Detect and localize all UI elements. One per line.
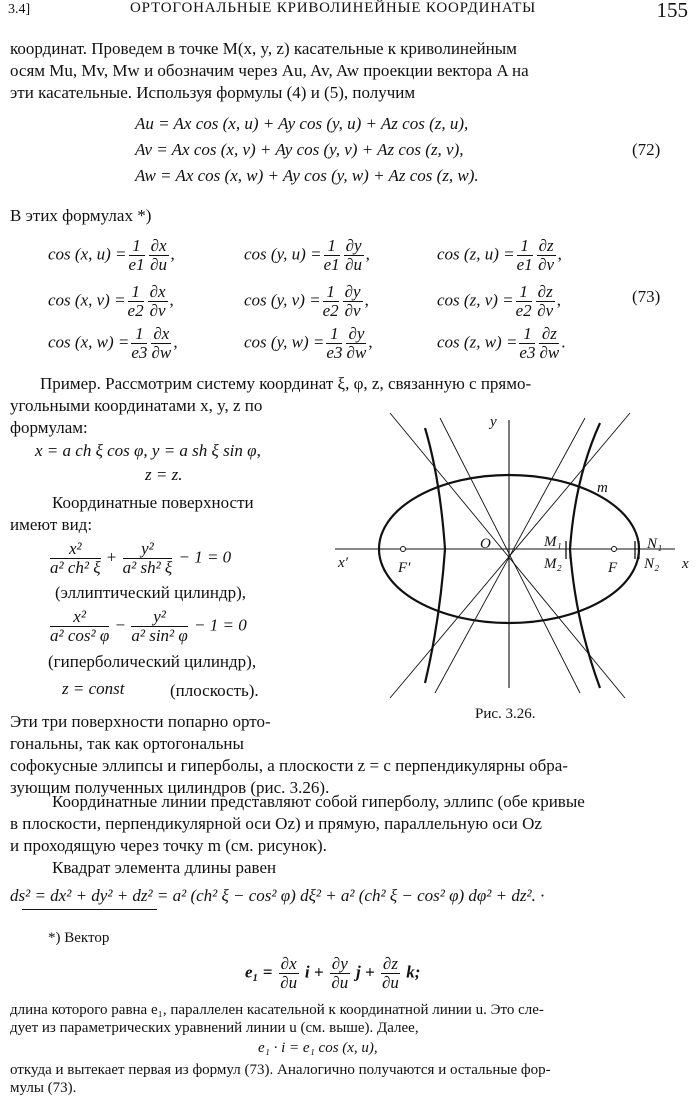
eq73-cell: cos (y, w) = $\frac{1}{e3}$ $\frac{\partial y}{\partial w}$ , xyxy=(244,324,373,362)
plane-label: (плоскость). xyxy=(170,681,259,700)
ellipse-equation: $\frac{\text{x²}}{\text{a² ch² ξ}}$ + $\frac{\text{y²}}{\text{a² sh² ξ}}$ − 1 = 0 xyxy=(50,539,232,577)
eq73-derivative: $\frac{\partial x}{\partial v}$ xyxy=(149,282,166,320)
hyperbola-right-branch xyxy=(570,423,600,688)
eq73-coeff: $\frac{1}{e2}$ xyxy=(127,282,144,320)
para1-line3: эти касательные. Используя формулы (4) и (5), получим xyxy=(10,83,416,102)
eq73-derivative: $\frac{\partial x}{\partial w}$ xyxy=(151,324,172,362)
eq72-row1: Au = Ax cos (x, u) + Ay cos (y, u) + Az cos (z, u), xyxy=(135,114,469,133)
example-line3: формулам: xyxy=(10,418,88,437)
asymptote-line-4 xyxy=(435,418,585,693)
plane-equation: z = const xyxy=(62,679,125,698)
eq73-cell: cos (y, v) = $\frac{1}{e2}$ $\frac{\partial y}{\partial v}$ , xyxy=(244,282,369,320)
eq73-lhs: cos (x, w) = xyxy=(48,332,130,352)
label-m: m xyxy=(597,480,608,496)
footnote-rule xyxy=(22,909,157,910)
eq73-derivative: $\frac{\partial z}{\partial v}$ xyxy=(538,236,555,274)
eq73-derivative: $\frac{\partial z}{\partial v}$ xyxy=(537,282,554,320)
eq73-coeff: $\frac{1}{e2}$ xyxy=(515,282,532,320)
eq73-lhs: cos (y, w) = xyxy=(244,332,325,352)
footnote-text3: откуда и вытекает первая из формул (73). Аналогично получаются и остальные фор- xyxy=(10,1062,551,1078)
ortho-line3: софокусные эллипсы и гиперболы, а плоскости z = c перпендикулярны обра- xyxy=(10,756,568,775)
eq72-number: (72) xyxy=(632,140,661,159)
footnote-text2: дует из параметрических уравнений линии u (см. выше). Далее, xyxy=(10,1020,419,1036)
eq73-coeff: $\frac{1}{e3}$ xyxy=(326,324,343,362)
in-formulas-line: В этих формулах *) xyxy=(10,206,152,225)
eq73-derivative: $\frac{\partial y}{\partial v}$ xyxy=(344,282,361,320)
example-line1: Пример. Рассмотрим систему координат ξ, φ, z, связанную с прямо- xyxy=(40,374,532,393)
coord-lines-line1: Координатные линии представляют собой гиперболу, эллипс (обе кривые xyxy=(52,792,585,811)
eq73-cell: cos (z, v) = $\frac{1}{e2}$ $\frac{\partial z}{\partial v}$ , xyxy=(437,282,561,320)
para1-line1: координат. Проведем в точке M(x, y, z) касательные к криволинейным xyxy=(10,39,517,58)
label-M2: M₂ xyxy=(544,556,562,572)
eq73-cell: cos (x, w) = $\frac{1}{e3}$ $\frac{\partial x}{\partial w}$ , xyxy=(48,324,178,362)
page-number: 155 xyxy=(656,0,688,22)
figure-3-26 xyxy=(330,408,700,708)
eq73-coeff: $\frac{1}{e3}$ xyxy=(131,324,148,362)
eq73-lhs: cos (z, u) = xyxy=(437,244,515,264)
eq73-lhs: cos (x, v) = xyxy=(48,290,126,310)
eq73-coeff: $\frac{1}{e3}$ xyxy=(519,324,536,362)
example-formula1: x = a ch ξ cos φ, y = a sh ξ sin φ, xyxy=(35,441,261,460)
eq73-cell: cos (y, u) = $\frac{1}{e1}$ $\frac{\partial y}{\partial u}$ , xyxy=(244,236,370,274)
footnote-text1: длина которого равна e₁, параллелен касательной к координатной линии u. Это сле- xyxy=(10,1002,544,1018)
para1-line2: осям Mu, Mv, Mw и обозначим через Au, Av, Aw проекции вектора A на xyxy=(10,61,529,80)
eq73-derivative: $\frac{\partial y}{\partial w}$ xyxy=(346,324,367,362)
surfaces-line2: имеют вид: xyxy=(10,515,93,534)
eq73-lhs: cos (z, w) = xyxy=(437,332,518,352)
label-N1: N₁ xyxy=(647,536,663,552)
focus-f xyxy=(612,547,617,552)
figure-caption: Рис. 3.26. xyxy=(475,706,536,722)
eq72-row3: Aw = Ax cos (x, w) + Ay cos (y, w) + Az cos (z, w). xyxy=(135,166,479,185)
footnote-mark: *) Вектор xyxy=(48,930,110,946)
eq73-coeff: $\frac{1}{e1}$ xyxy=(516,236,533,274)
eq73-derivative: $\frac{\partial y}{\partial u}$ xyxy=(345,236,363,274)
ortho-line4: зующим полученных цилиндров (рис. 3.26). xyxy=(10,778,330,797)
footnote-dot-equation: e₁ · i = e₁ cos (x, u), xyxy=(258,1040,378,1056)
footnote-e1-equation: e₁ = $\frac{\partial x}{\partial u}$ i + $\frac{\partial y}{\partial u}$ j + $\frac{\partial z}{\partial u}$ k; xyxy=(245,954,421,992)
ds-equation: ds² = dx² + dy² + dz² = a² (ch² ξ − cos² φ) dξ² + a² (ch² ξ − cos² φ) dφ² + dz². · xyxy=(10,886,545,905)
ortho-line2: гональны, так как ортогональны xyxy=(10,734,244,753)
eq73-number: (73) xyxy=(632,287,661,306)
eq73-lhs: cos (x, u) = xyxy=(48,244,127,264)
eq73-cell: cos (x, u) = $\frac{1}{e1}$ $\frac{\partial x}{\partial u}$ , xyxy=(48,236,175,274)
hyperbola-equation: $\frac{\text{x²}}{\text{a² cos² φ}}$ − $\frac{\text{y²}}{\text{a² sin² φ}}$ − 1 = 0 xyxy=(50,607,247,645)
eq73-cell: cos (z, u) = $\frac{1}{e1}$ $\frac{\partial z}{\partial v}$ , xyxy=(437,236,562,274)
footnote-text4: мулы (73). xyxy=(10,1080,77,1096)
section-number: 3.4] xyxy=(8,2,31,17)
label-M1: M₁ xyxy=(544,534,562,550)
coord-lines-line3: и проходящую через точку m (см. рисунок). xyxy=(10,836,327,855)
eq73-coeff: $\frac{1}{e2}$ xyxy=(322,282,339,320)
ortho-line1: Эти три поверхности попарно орто- xyxy=(10,712,271,731)
example-line2: угольными координатами x, y, z по xyxy=(10,396,263,415)
label-O: O xyxy=(480,536,491,552)
focus-f-prime xyxy=(401,547,406,552)
eq73-coeff: $\frac{1}{e1}$ xyxy=(323,236,340,274)
surfaces-line1: Координатные поверхности xyxy=(52,493,254,512)
eq73-lhs: cos (y, u) = xyxy=(244,244,322,264)
ellipse-label: (эллиптический цилиндр), xyxy=(55,583,247,602)
eq73-cell: cos (x, v) = $\frac{1}{e2}$ $\frac{\partial x}{\partial v}$ , xyxy=(48,282,174,320)
running-title: ОРТОГОНАЛЬНЫЕ КРИВОЛИНЕЙНЫЕ КООРДИНАТЫ xyxy=(130,0,537,16)
square-line: Квадрат элемента длины равен xyxy=(52,858,277,877)
hyperbola-label: (гиперболический цилиндр), xyxy=(48,652,257,671)
eq73-lhs: cos (z, v) = xyxy=(437,290,514,310)
label-F-neg: F′ xyxy=(398,560,411,576)
eq73-coeff: $\frac{1}{e1}$ xyxy=(128,236,145,274)
eq72-row2: Av = Ax cos (x, v) + Ay cos (y, v) + Az cos (z, v), xyxy=(135,140,464,159)
label-y: y xyxy=(490,414,497,430)
eq73-cell: cos (z, w) = $\frac{1}{e3}$ $\frac{\partial z}{\partial w}$ . xyxy=(437,324,566,362)
eq73-lhs: cos (y, v) = xyxy=(244,290,321,310)
coord-lines-line2: в плоскости, перпендикулярной оси Oz) и прямую, параллельную оси Oz xyxy=(10,814,542,833)
eq73-derivative: $\frac{\partial x}{\partial u}$ xyxy=(150,236,167,274)
label-F: F xyxy=(608,560,618,576)
example-formula2: z = z. xyxy=(145,465,183,484)
label-N2: N₂ xyxy=(644,556,660,572)
label-x-neg: x′ xyxy=(338,555,348,571)
label-x: x xyxy=(682,556,689,572)
eq73-derivative: $\frac{\partial z}{\partial w}$ xyxy=(539,324,560,362)
